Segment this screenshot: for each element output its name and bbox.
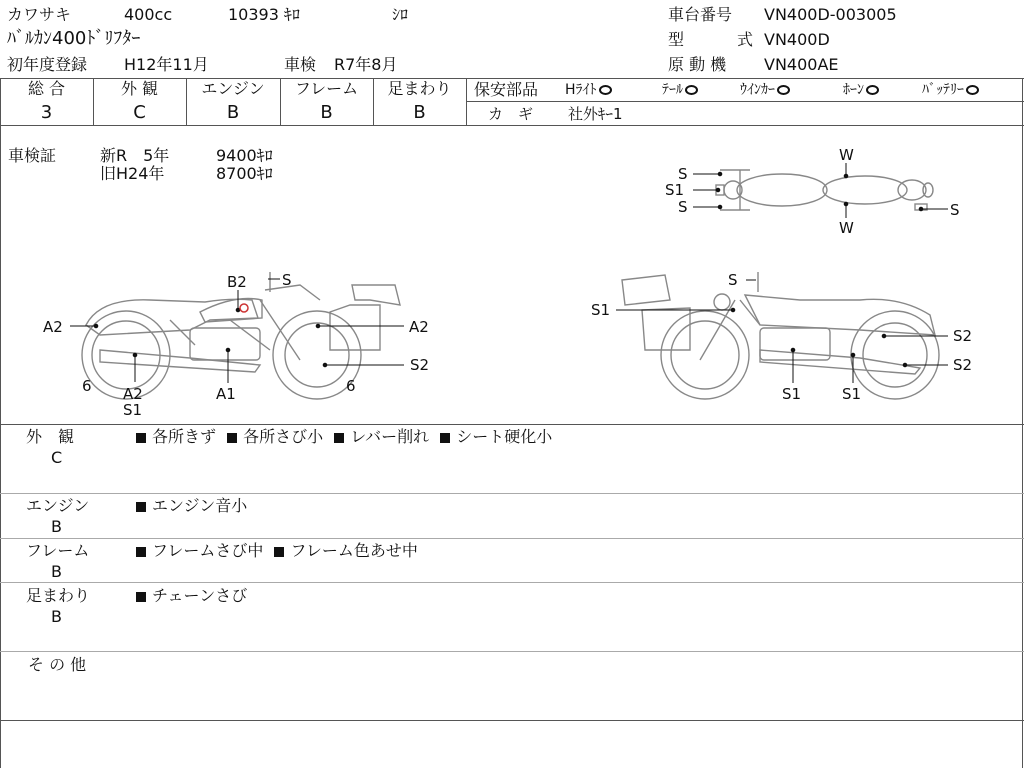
frame-number: VN400D-003005 [764, 5, 897, 24]
left-mark-a2-front: A2 [409, 318, 429, 336]
ok-circle-icon [685, 85, 698, 95]
type-label-2: 式 [737, 30, 754, 49]
left-mark-s2: S2 [410, 356, 430, 374]
right-mark-s2-2: S2 [953, 356, 973, 374]
remark-item: 各所きず [152, 427, 217, 446]
grade-value-overall: 3 [40, 102, 53, 123]
bullet-square-icon [136, 433, 146, 443]
grade-label-exterior: 外 観 [120, 79, 159, 98]
grade-value-suspension: B [413, 102, 426, 123]
remark-item: レバー削れ [350, 427, 430, 446]
mileage: 10393 ｷﾛ [228, 5, 300, 24]
top-mark-s-1: S [678, 165, 688, 183]
bullet-square-icon [227, 433, 237, 443]
right-mark-s1-a: S1 [782, 385, 802, 403]
grade-value-engine: B [226, 102, 240, 123]
right-mark-s1: S1 [591, 301, 611, 319]
color: ｼﾛ [392, 5, 409, 24]
damage-marker-icon [240, 304, 248, 312]
bullet-square-icon [440, 433, 450, 443]
ok-circle-icon [966, 85, 979, 95]
remark-items-engine [130, 497, 247, 515]
divider [466, 101, 1024, 102]
grade-label-engine: エンジン [201, 79, 265, 98]
first-registration-label: 初年度登録 [7, 55, 88, 74]
safety-headlight [565, 81, 612, 99]
motorcycle-diagrams [0, 125, 1022, 425]
model-name: ﾊﾞﾙｶﾝ400ﾄﾞﾘﾌﾀｰ [7, 28, 141, 49]
left-mark-b2: B2 [227, 273, 247, 291]
right-mark-s1-b: S1 [842, 385, 862, 403]
first-registration: H12年11月 [124, 55, 209, 74]
top-view-bike [716, 170, 933, 210]
inspection-date: R7年8月 [334, 55, 398, 74]
right-mark-s2-1: S2 [953, 327, 973, 345]
bullet-square-icon [274, 547, 284, 557]
frame-number-label: 車台番号 [668, 5, 733, 24]
taillight-label: ﾃｰﾙ [662, 82, 683, 98]
remark-items-exterior [130, 428, 552, 446]
model-type: VN400D [764, 30, 830, 49]
certificate-label: 車検証 [8, 146, 57, 165]
bullet-square-icon [136, 502, 146, 512]
grade-value-frame: B [320, 102, 333, 123]
remark-label-engine: エンジン [26, 496, 90, 515]
certificate-new-label: 新R 5年 [100, 146, 170, 165]
left-mark-s1: S1 [123, 401, 143, 419]
top-mark-w-2: W [839, 219, 854, 237]
bullet-square-icon [136, 547, 146, 557]
safety-label: 保安部品 [474, 80, 539, 99]
remark-item: チェーンさび [152, 586, 248, 605]
key-label: カ ギ [488, 105, 534, 123]
bullet-square-icon [136, 592, 146, 602]
remark-item: シート硬化小 [456, 427, 553, 446]
battery-label: ﾊﾞｯﾃﾘｰ [922, 82, 964, 98]
top-mark-s-2: S [678, 198, 688, 216]
left-mark-s: S [282, 271, 292, 289]
winker-label: ｳｲﾝｶｰ [740, 82, 775, 98]
grade-label-suspension: 足まわり [387, 79, 452, 98]
divider [0, 424, 1024, 425]
remark-items-frame [130, 542, 418, 560]
remark-label-frame: フレーム [26, 541, 90, 560]
engine-label: 原 動 機 [668, 55, 727, 74]
left-mark-a2-rear: A2 [43, 318, 63, 336]
grade-value-exterior: C [133, 102, 146, 123]
inspection-label: 車検 [284, 55, 317, 74]
remark-item: フレームさび中 [152, 541, 264, 560]
grade-label-frame: フレーム [294, 79, 359, 98]
ok-circle-icon [599, 85, 612, 95]
horn-label: ﾎｰﾝ [843, 82, 864, 98]
grade-label-overall: 総 合 [27, 79, 66, 98]
top-mark-w-1: W [839, 146, 854, 164]
safety-horn [843, 81, 879, 99]
type-label-1: 型 [668, 30, 685, 49]
remark-grade-engine: B [51, 517, 62, 536]
remark-label-suspension: 足まわり [26, 586, 91, 605]
ok-circle-icon [777, 85, 790, 95]
divider [0, 582, 1024, 583]
maker: カワサキ [7, 5, 72, 24]
divider [1022, 78, 1023, 768]
left-mark-a1: A1 [216, 385, 236, 403]
remark-label-exterior: 外 観 [26, 427, 75, 446]
remark-grade-suspension: B [51, 607, 62, 626]
displacement: 400cc [124, 5, 173, 24]
remark-item: エンジン音小 [152, 496, 248, 515]
divider [0, 493, 1024, 494]
left-mark-6-rear: 6 [82, 377, 92, 395]
top-mark-s-3: S [950, 201, 960, 219]
certificate-old-label: 旧H24年 [100, 164, 165, 183]
engine-model: VN400AE [764, 55, 839, 74]
key-value: 社外ｷｰ1 [568, 105, 623, 123]
remark-items-suspension [130, 587, 247, 605]
remark-grade-exterior: C [51, 448, 63, 467]
safety-taillight [662, 81, 698, 99]
divider [0, 538, 1024, 539]
bullet-square-icon [334, 433, 344, 443]
divider [466, 78, 467, 125]
left-mark-a2-low: A2 [123, 385, 143, 403]
divider [0, 720, 1024, 721]
remark-grade-frame: B [51, 562, 62, 581]
remark-label-other: そ の 他 [28, 655, 87, 674]
divider [0, 651, 1024, 652]
top-mark-s1: S1 [665, 181, 685, 199]
safety-winker [740, 81, 790, 99]
ok-circle-icon [866, 85, 879, 95]
remark-item: フレーム色あせ中 [290, 541, 418, 560]
headlight-label: Hﾗｲﾄ [565, 82, 597, 98]
safety-battery [922, 81, 979, 99]
certificate-old-value: 8700ｷﾛ [216, 164, 273, 183]
left-mark-6-front: 6 [346, 377, 356, 395]
remark-item: 各所さび小 [243, 427, 324, 446]
right-mark-s: S [728, 271, 738, 289]
certificate-new-value: 9400ｷﾛ [216, 146, 273, 165]
